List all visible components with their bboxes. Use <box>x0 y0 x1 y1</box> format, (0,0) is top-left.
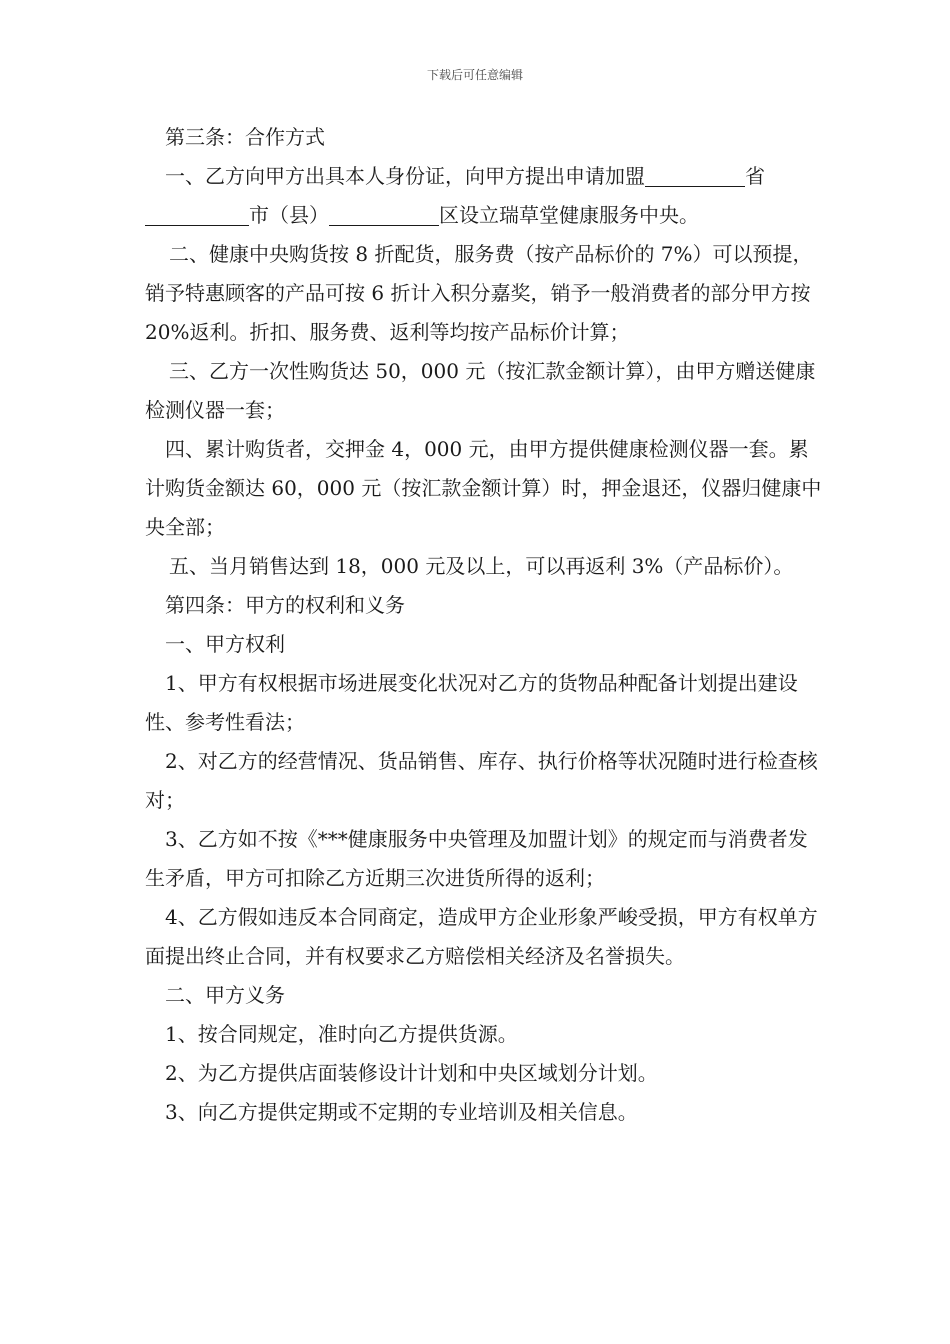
page-header-note: 下载后可任意编辑 <box>426 68 523 82</box>
item-1-text-b: 省 <box>745 164 765 188</box>
duty-item-3: 3、向乙方提供定期或不定期的专业培训及相关信息。 <box>165 1100 638 1124</box>
right-item-2: 2、对乙方的经营情况、货品销售、库存、执行价格等状况随时进行检查核对； <box>145 749 818 812</box>
article-3-item-4: 四、累计购货者，交押金 4，000 元，由甲方提供健康检测仪器一套。累计购货金额达 60，000 元（按汇款金额计算）时，押金退还，仪器归健康中央全部； <box>145 437 822 539</box>
article-3-item-2: 二、健康中央购货按 8 折配货，服务费（按产品标价的 7%）可以预提，销予特惠顾客的产品可按 6 折计入积分嘉奖，销予一般消费者的部分甲方按 20%返利。折扣、服务费、返利等均按产品标价计算； <box>145 242 813 344</box>
article-3-title: 第三条：合作方式 <box>165 125 325 149</box>
right-item-4: 4、乙方假如违反本合同商定，造成甲方企业形象严峻受损，甲方有权单方面提出终止合同，并有权要求乙方赔偿相关经济及名誉损失。 <box>145 905 818 968</box>
right-item-3: 3、乙方如不按《***健康服务中央管理及加盟计划》的规定而与消费者发生矛盾，甲方可扣除乙方近期三次进货所得的返利； <box>145 827 808 890</box>
item-1-text-d: 区设立瑞草堂健康服务中央。 <box>439 203 699 227</box>
document-body <box>145 118 825 1132</box>
article-3-item-5: 五、当月销售达到 18，000 元及以上，可以再返利 3%（产品标价）。 <box>169 554 794 578</box>
duties-title: 二、甲方义务 <box>165 983 285 1007</box>
article-3-item-1 <box>145 157 825 235</box>
article-3-item-3: 三、乙方一次性购货达 50，000 元（按汇款金额计算），由甲方赠送健康检测仪器一套； <box>145 359 816 422</box>
duty-item-1: 1、按合同规定，准时向乙方提供货源。 <box>165 1022 518 1046</box>
duty-item-2: 2、为乙方提供店面装修设计计划和中央区域划分计划。 <box>165 1061 658 1085</box>
district-blank <box>329 203 439 226</box>
city-blank <box>145 203 249 226</box>
item-1-text-a: 一、乙方向甲方出具本人身份证，向甲方提出申请加盟 <box>165 164 645 188</box>
province-blank <box>645 164 745 187</box>
item-1-text-c: 市（县） <box>249 203 329 227</box>
article-4-title: 第四条：甲方的权利和义务 <box>165 593 405 617</box>
rights-title: 一、甲方权利 <box>165 632 285 656</box>
right-item-1: 1、甲方有权根据市场进展变化状况对乙方的货物品种配备计划提出建设性、参考性看法； <box>145 671 798 734</box>
